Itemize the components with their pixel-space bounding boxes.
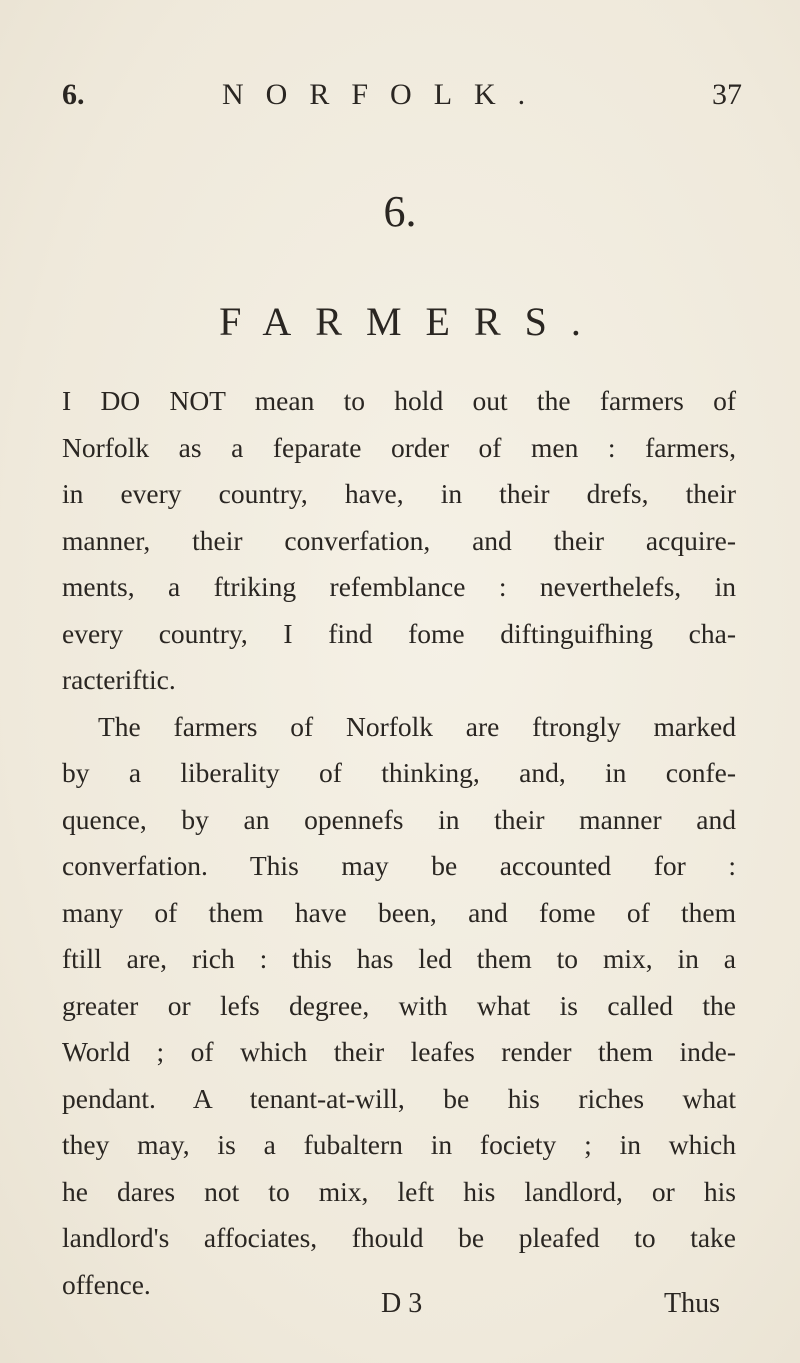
text-line: every country, I find fome diftinguifhing cha-: [62, 617, 736, 649]
signature-mark: D 3: [381, 1288, 423, 1319]
running-head: [0, 78, 800, 118]
text-line: racteriftic.: [62, 664, 176, 695]
text-line: World ; of which their leafes render them inde-: [62, 1036, 736, 1067]
text-line: in every country, have, in their drefs, their: [62, 478, 736, 509]
text-line: ftill are, rich : this has led them to mix, in a: [62, 943, 736, 974]
text-line: landlord's affociates, fhould be pleafed to take: [62, 1222, 736, 1253]
text-line: greater or lefs degree, with what is called the: [62, 989, 736, 1021]
text-line: quence, by an opennefs in their manner and: [62, 803, 736, 835]
text-line: many of them have been, and fome of them: [62, 896, 736, 928]
text-line: The farmers of Norfolk are ftrongly marked: [98, 710, 736, 742]
text-line: pendant. A tenant-at-will, be his riches what: [62, 1082, 736, 1114]
running-title: NORFOLK.: [222, 78, 548, 111]
text-line: Norfolk as a feparate order of men : farmers,: [62, 431, 736, 463]
text-line: ments, a ftriking refemblance : neverthelefs, in: [62, 571, 736, 602]
text-line: offence.: [62, 1268, 151, 1300]
section-number: 6.: [383, 187, 417, 236]
page-footer: [0, 1288, 800, 1328]
text-line: I DO NOT mean to hold out the farmers of: [62, 385, 736, 416]
page-number: 37: [712, 78, 742, 111]
text-line: converfation. This may be accounted for :: [62, 850, 736, 881]
chapter-number: 6.: [62, 78, 85, 111]
text-line: they may, is a fubaltern in fociety ; in which: [62, 1129, 736, 1160]
section-title: FARMERS.: [219, 299, 605, 344]
body-text: [62, 378, 736, 1308]
text-line: manner, their converfation, and their acquire-: [62, 524, 736, 556]
catchword: Thus: [664, 1288, 720, 1319]
text-line: by a liberality of thinking, and, in confe-: [62, 757, 736, 788]
text-line: he dares not to mix, left his landlord, or his: [62, 1175, 736, 1207]
